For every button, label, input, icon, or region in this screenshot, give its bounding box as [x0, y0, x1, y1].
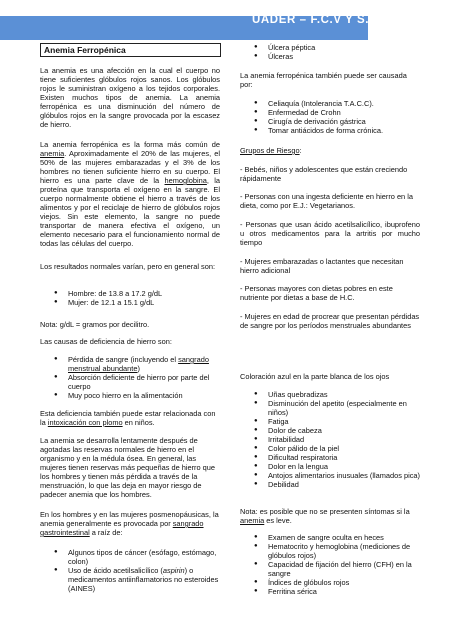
- anemia-link[interactable]: anemia: [40, 149, 65, 158]
- lead-text: Esta deficiencia también puede estar relacionada con la: [40, 409, 216, 427]
- risk-item: - Personas mayores con dietas pobres en este nutriente por dietas a base de H.C.: [240, 284, 393, 302]
- mild-note-text: Nota: es posible que no se presenten síntomas si la: [240, 507, 410, 516]
- malabsorption-list: [240, 99, 420, 135]
- document-header-title: UADER – F.C.V Y S.: [252, 14, 370, 26]
- list-item: ● Úlceras: [240, 52, 420, 61]
- list-item: ● Debilidad: [240, 480, 420, 489]
- list-item: ● Mujer: de 12.1 a 15.1 g/dL: [40, 298, 220, 307]
- list-item: [40, 566, 220, 593]
- list-item: [40, 355, 220, 373]
- causes-intro: Las causas de deficiencia de hierro son:: [40, 337, 172, 346]
- anemia-link-2[interactable]: anemia: [240, 516, 265, 525]
- gi-bleeding-link[interactable]: sangrado gastrointestinal: [40, 519, 204, 537]
- gi-causes-list: [40, 548, 220, 593]
- symptoms-list: [240, 390, 420, 489]
- list-item: ● Capacidad de fijación del hierro (CFH) en la sangre: [240, 560, 420, 578]
- intro-paragraph: La anemia es una afección en la cual el cuerpo no tiene suficientes glóbulos rojos sanos. Los glóbulos rojos le suministran oxígeno a los tejidos corporales. Existen muchos tipos de anemia. La anemia ferropénica es una disminución del número de glóbulos rojos en la sangre provocada por la escasez de hierro.: [40, 66, 220, 129]
- risk-item: - Personas con una ingesta deficiente en hierro en la dieta, como por E.J.: Vegetarianos.: [240, 192, 413, 210]
- list-item: ● Dificultad respiratoria: [240, 453, 420, 462]
- ulcer-list: [240, 43, 420, 61]
- normal-values-intro: Los resultados normales varían, pero en general son:: [40, 262, 216, 271]
- normal-values-list: [40, 289, 220, 307]
- list-item: ● Disminución del apetito (especialmente en niños): [240, 399, 420, 417]
- gi-text-end: a raíz de:: [89, 528, 123, 537]
- lead-text-end: en niños.: [122, 418, 155, 427]
- list-item: ● Dolor en la lengua: [240, 462, 420, 471]
- list-item: ● Índices de glóbulos rojos: [240, 578, 420, 587]
- risk-item: - Personas que usan ácido acetilsalicílico, ibuprofeno u otros medicamentos para la artritis por mucho tiempo: [240, 220, 420, 247]
- aspirin-italic: aspirin: [162, 566, 185, 575]
- list-item: ● Cirugía de derivación gástrica: [240, 117, 420, 126]
- risk-groups-title: [240, 146, 302, 155]
- list-item: ● Uñas quebradizas: [240, 390, 420, 399]
- units-note: Nota: g/dL = gramos por decilitro.: [40, 320, 150, 329]
- aspirin-text-end: ) o medicamentos antiinflamatorios no esteroides (AINES): [68, 566, 219, 593]
- lead-paragraph: [40, 409, 220, 427]
- risk-item: - Bebés, niños y adolescentes que están creciendo rápidamente: [240, 165, 408, 183]
- list-item: ● Muy poco hierro en la alimentación: [40, 391, 220, 400]
- risk-groups-title-text: Grupos de Riesgo: [240, 146, 300, 155]
- tests-list: [240, 533, 420, 596]
- cause-text: Pérdida de sangre (incluyendo el: [68, 355, 179, 364]
- list-item: ● Ferritina sérica: [240, 587, 420, 596]
- list-item: ● Absorción deficiente de hierro por parte del cuerpo: [40, 373, 220, 391]
- prevalence-paragraph: [40, 140, 220, 248]
- list-item: ● Enfermedad de Crohn: [240, 108, 420, 117]
- prevalence-text-2: . Aproximadamente el 20% de las mujeres, el 50% de las mujeres embarazadas y el 3% de los hombres no tienen suficiente hierro en su cuerpo. El hierro es una parte clave de la: [40, 149, 220, 185]
- risk-item: - Mujeres embarazadas o lactantes que necesitan hierro adicional: [240, 257, 404, 275]
- list-item: ● Úlcera péptica: [240, 43, 420, 52]
- section-heading-box: [40, 43, 221, 57]
- list-item: ● Examen de sangre oculta en heces: [240, 533, 420, 542]
- gi-text: En los hombres y en las mujeres posmenopáusicas, la anemia generalmente es provocada por: [40, 510, 219, 528]
- development-paragraph: La anemia se desarrolla lentamente después de agotadas las reservas normales de hierro en el organismo y en la médula ósea. En general, las mujeres tienen reservas más pequeñas de hierro que los hombres y tienen más pérdida a través de la menstruación, lo que las deja en mayor riesgo de padecer anemia que los hombres.: [40, 436, 216, 499]
- list-item: ● Hematocrito y hemoglobina (mediciones de glóbulos rojos): [240, 542, 420, 560]
- prevalence-text-1: La anemia ferropénica es la forma más común de: [40, 140, 220, 149]
- malabsorption-intro: La anemia ferropénica también puede ser causada por:: [240, 71, 407, 89]
- mild-note-text-end: es leve.: [264, 516, 292, 525]
- hemoglobin-link[interactable]: hemoglobina: [164, 176, 207, 185]
- list-item: ● Fatiga: [240, 417, 420, 426]
- risk-item: - Mujeres en edad de procrear que presentan pérdidas de sangre por los períodos menstruales abundantes: [240, 312, 420, 330]
- sclera-symptom: Coloración azul en la parte blanca de los ojos: [240, 372, 390, 381]
- section-heading: Anemia Ferropénica: [44, 45, 126, 55]
- aspirin-text: Uso de ácido acetilsalicílico (: [68, 566, 163, 575]
- list-item: ● Irritabilidad: [240, 435, 420, 444]
- list-item: ● Color pálido de la piel: [240, 444, 420, 453]
- list-item: ● Dolor de cabeza: [240, 426, 420, 435]
- risk-groups-colon: :: [299, 146, 302, 155]
- cause-text-end: ): [137, 364, 140, 373]
- gi-bleeding-paragraph: [40, 510, 220, 537]
- list-item: ● Tomar antiácidos de forma crónica.: [240, 126, 420, 135]
- causes-list: [40, 355, 220, 400]
- prevalence-text-3: , la proteína que transporta el oxígeno en la sangre. El cuerpo normalmente obtiene el hierro a través de los alimentos y por el reciclaje de hierro de glóbulos rojos viejos. Sin este elemento, la sangre no puede transportar de manera efectiva el oxígeno, un elemento necesario para el funcionamiento normal de todas las células del cuerpo.: [40, 176, 220, 248]
- list-item: ● Antojos alimentarios inusuales (llamados pica): [240, 471, 420, 480]
- list-item: ● Algunos tipos de cáncer (esófago, estómago, colon): [40, 548, 220, 566]
- lead-poisoning-link[interactable]: intoxicación con plomo: [47, 418, 123, 427]
- menstrual-bleeding-link[interactable]: sangrado menstrual abundante: [68, 355, 209, 373]
- mild-anemia-note: [240, 507, 420, 525]
- list-item: ● Celiaquía (Intolerancia T.A.C.C).: [240, 99, 420, 108]
- list-item: ● Hombre: de 13.8 a 17.2 g/dL: [40, 289, 220, 298]
